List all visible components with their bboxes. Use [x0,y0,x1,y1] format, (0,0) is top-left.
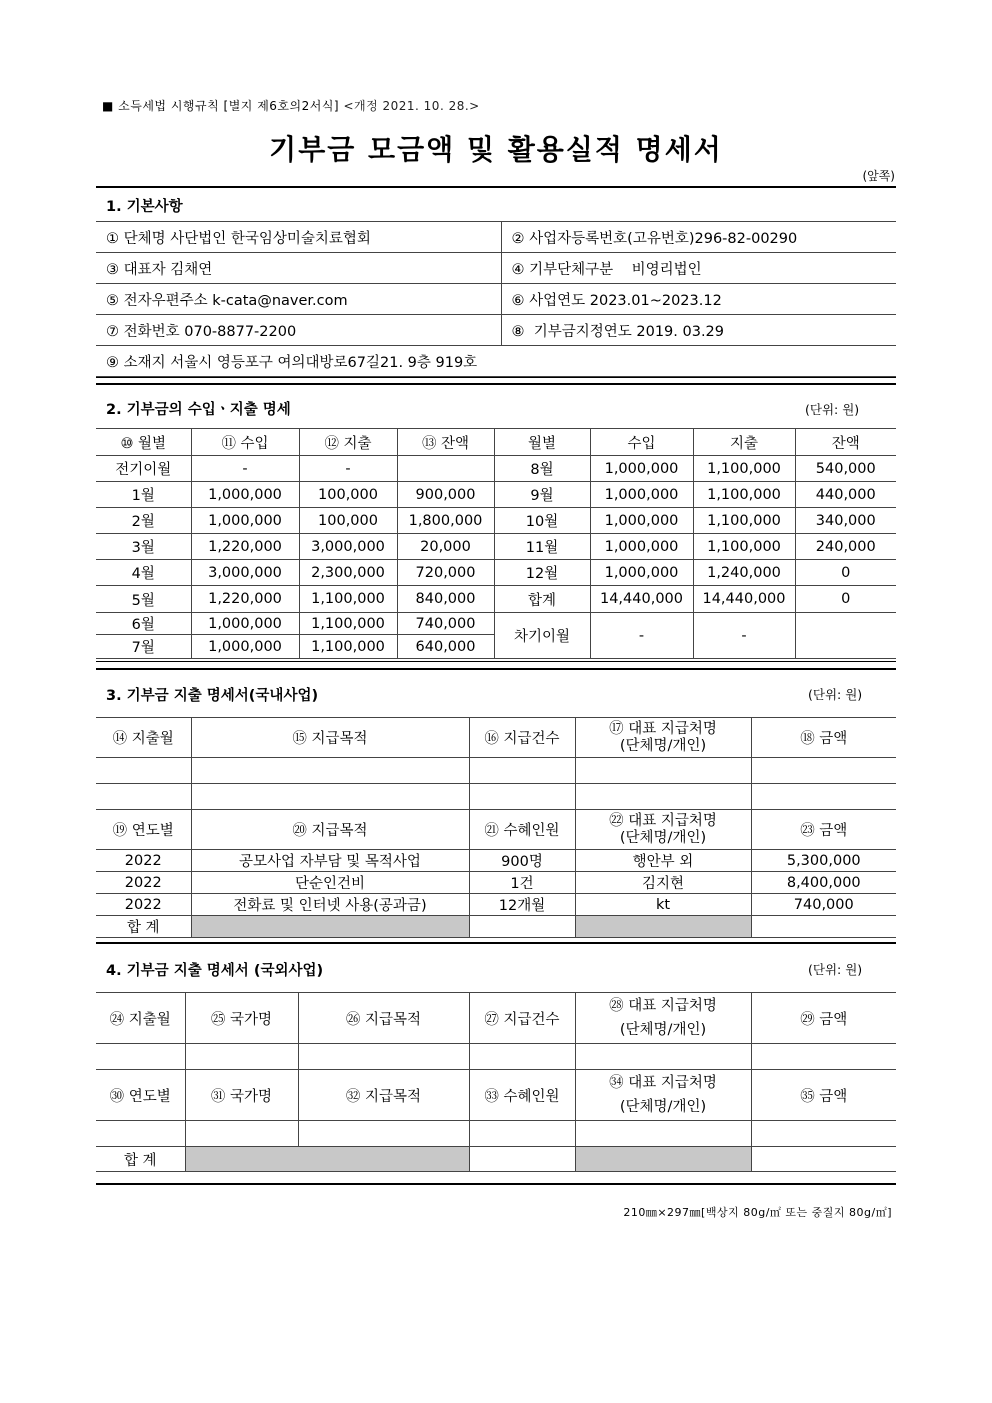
cell: 2022 [96,894,191,916]
basic-info-table [96,221,896,377]
cell: 5월 [96,586,191,613]
cell: 단순인건비 [191,872,469,894]
cell: 440,000 [795,482,896,508]
legal-ref-text: ■ 소득세법 시행규칙 [별지 제6호의2서식] [102,99,340,113]
col-header: 잔액 [795,429,896,456]
divider [96,668,896,670]
cell: 1,100,000 [693,508,795,534]
section-foreign-title: 4. 기부금 지출 명세서 (국외사업) [106,963,324,979]
cell: 100,000 [299,508,397,534]
col-header: ⑬ 잔액 [397,429,494,456]
col-header [575,1070,751,1121]
cell: kt [575,894,751,916]
cell: 3,000,000 [191,560,299,586]
org-name: ① 단체명 사단법인 한국임상미술치료협회 [96,222,501,253]
col-header: ㉑ 수혜인원 [469,810,575,850]
cell: 1,000,000 [191,508,299,534]
divider [96,377,896,378]
cell: 1,800,000 [397,508,494,534]
cell: 2022 [96,872,191,894]
col-header: ⑲ 연도별 [96,810,191,850]
col-header-line: ㉘ 대표 지급처명 [609,998,717,1014]
cell: 1,100,000 [693,456,795,482]
section-domestic-title: 3. 기부금 지출 명세서(국내사업) [106,688,319,704]
col-header: ㉓ 금액 [751,810,896,850]
cell: 900,000 [397,482,494,508]
address: ⑨ 소재지 서울시 영등포구 여의대방로67길21. 9층 919호 [96,346,896,377]
biz-no: ② 사업자등록번호(고유번호)296-82-00290 [501,222,896,253]
col-header: 수입 [590,429,693,456]
org-type: ④ 기부단체구분 비영리법인 [501,253,896,284]
col-header [575,718,751,758]
cell: - [191,456,299,482]
col-header-line: (단체명/개인) [619,1022,707,1038]
table-row [96,508,896,534]
cell: 10월 [494,508,590,534]
foreign-header-row [96,993,896,1044]
side-label: (앞쪽) [862,169,895,183]
cell: 540,000 [795,456,896,482]
cell: 4월 [96,560,191,586]
col-header: ㉗ 지급건수 [469,993,575,1044]
cell: 0 [795,586,896,613]
cell: 900명 [469,850,575,872]
col-header: ㉕ 국가명 [185,993,298,1044]
cell: 전화료 및 인터넷 사용(공과금) [191,894,469,916]
cell: 1,100,000 [299,613,397,635]
cell: 1,100,000 [299,635,397,659]
col-header-line: (단체명/개인) [619,1099,707,1115]
col-header-line: (단체명/개인) [619,737,707,754]
cell: 1,000,000 [590,534,693,560]
col-header: 지출 [693,429,795,456]
cell: 3월 [96,534,191,560]
cell: 340,000 [795,508,896,534]
domestic-table [96,717,896,938]
cell: 행안부 외 [575,850,751,872]
domestic-header-row [96,718,896,758]
cell: 1,000,000 [590,560,693,586]
section-income-title: 2. 기부금의 수입ㆍ지출 명세 [106,402,291,418]
cell: 1,220,000 [191,534,299,560]
col-header [575,810,751,850]
col-header: ⑱ 금액 [751,718,896,758]
col-header: ⑮ 지급목적 [191,718,469,758]
divider [96,942,896,944]
cell: 1,000,000 [590,508,693,534]
cell: 11월 [494,534,590,560]
cell: 8,400,000 [751,872,896,894]
carry-label: 차기이월 [494,613,590,659]
table-row [96,1044,896,1070]
cell: 720,000 [397,560,494,586]
cell: 640,000 [397,635,494,659]
cell: 20,000 [397,534,494,560]
col-header: ㉜ 지급목적 [298,1070,469,1121]
col-header: ㉟ 금액 [751,1070,896,1121]
col-header: ⑯ 지급건수 [469,718,575,758]
cell: 1,000,000 [590,482,693,508]
cell: 14,440,000 [590,586,693,613]
cell: 100,000 [299,482,397,508]
cell: 1건 [469,872,575,894]
cell: 공모사업 자부담 및 목적사업 [191,850,469,872]
cell: 1,100,000 [693,482,795,508]
col-header: 월별 [494,429,590,456]
cell: 14,440,000 [693,586,795,613]
divider [96,661,896,662]
table-row [96,534,896,560]
cell: 840,000 [397,586,494,613]
cell: 6월 [96,613,191,635]
col-header: ⑭ 지출월 [96,718,191,758]
table-row [96,872,896,894]
cell: 12개월 [469,894,575,916]
cell: - [693,613,795,659]
cell: 2,300,000 [299,560,397,586]
domestic-header-row-2 [96,810,896,850]
col-header-line: ㉒ 대표 지급처명 [609,812,717,829]
unit-label: (단위: 원) [805,402,860,417]
cell: 김지현 [575,872,751,894]
unit-label: (단위: 원) [808,687,863,702]
unit-label: (단위: 원) [808,962,863,977]
col-header: ⑳ 지급목적 [191,810,469,850]
cell: 1,000,000 [191,482,299,508]
representative: ③ 대표자 김채연 [96,253,501,284]
cell: 1월 [96,482,191,508]
cell: 1,220,000 [191,586,299,613]
income-header-row [96,429,896,456]
col-header [575,993,751,1044]
cell: 1,000,000 [590,456,693,482]
cell: 1,240,000 [693,560,795,586]
cell: 5,300,000 [751,850,896,872]
col-header: ㉛ 국가명 [185,1070,298,1121]
cell: 1,100,000 [299,586,397,613]
cell: 740,000 [397,613,494,635]
cell: 240,000 [795,534,896,560]
total-label: 합 계 [96,1147,185,1172]
table-row [96,894,896,916]
total-label: 합 계 [96,916,191,938]
divider [96,186,896,188]
col-header: ㉙ 금액 [751,993,896,1044]
col-header: ㉝ 수혜인원 [469,1070,575,1121]
paper-spec: 210㎜×297㎜[백상지 80g/㎡ 또는 중질지 80g/㎡] [623,1206,892,1219]
income-table [96,428,896,659]
col-header-line: (단체명/개인) [619,829,707,846]
cell: 12월 [494,560,590,586]
table-row [96,758,896,784]
divider [96,1183,896,1185]
col-header: ㉔ 지출월 [96,993,185,1044]
table-row [96,586,896,613]
table-row [96,1121,896,1147]
section-basic-title: 1. 기본사항 [106,199,183,215]
revision-text: <개정 2021. 10. 28.> [343,99,480,113]
cell [397,456,494,482]
table-row [96,850,896,872]
divider [96,383,896,385]
col-header-line: ㉞ 대표 지급처명 [609,1075,717,1091]
col-header: ⑩ 월별 [96,429,191,456]
table-row [96,456,896,482]
biz-year: ⑥ 사업연도 2023.01~2023.12 [501,284,896,315]
cell: 7월 [96,635,191,659]
cell: 2022 [96,850,191,872]
foreign-header-row-2 [96,1070,896,1121]
total-row [96,916,896,938]
designation-year: ⑧ 기부금지정연도 2019. 03.29 [501,315,896,346]
cell: 1,000,000 [191,635,299,659]
cell: - [590,613,693,659]
legal-reference [102,97,480,114]
cell: 740,000 [751,894,896,916]
cell: 3,000,000 [299,534,397,560]
cell: 1,100,000 [693,534,795,560]
cell [795,613,896,659]
table-row [96,613,896,635]
total-row [96,1147,896,1172]
cell: 0 [795,560,896,586]
cell: 2월 [96,508,191,534]
cell: 9월 [494,482,590,508]
col-header: ㉚ 연도별 [96,1070,185,1121]
col-header: ⑪ 수입 [191,429,299,456]
table-row [96,482,896,508]
email: ⑤ 전자우편주소 k-cata@naver.com [96,284,501,315]
cell: 8월 [494,456,590,482]
phone: ⑦ 전화번호 070-8877-2200 [96,315,501,346]
cell: 1,000,000 [191,613,299,635]
table-row [96,560,896,586]
foreign-table [96,992,896,1172]
cell: - [299,456,397,482]
col-header: ⑫ 지출 [299,429,397,456]
table-row [96,784,896,810]
page-title: 기부금 모금액 및 활용실적 명세서 [269,133,723,166]
cell: 전기이월 [96,456,191,482]
cell: 합계 [494,586,590,613]
col-header-line: ⑰ 대표 지급처명 [609,720,717,737]
col-header: ㉖ 지급목적 [298,993,469,1044]
